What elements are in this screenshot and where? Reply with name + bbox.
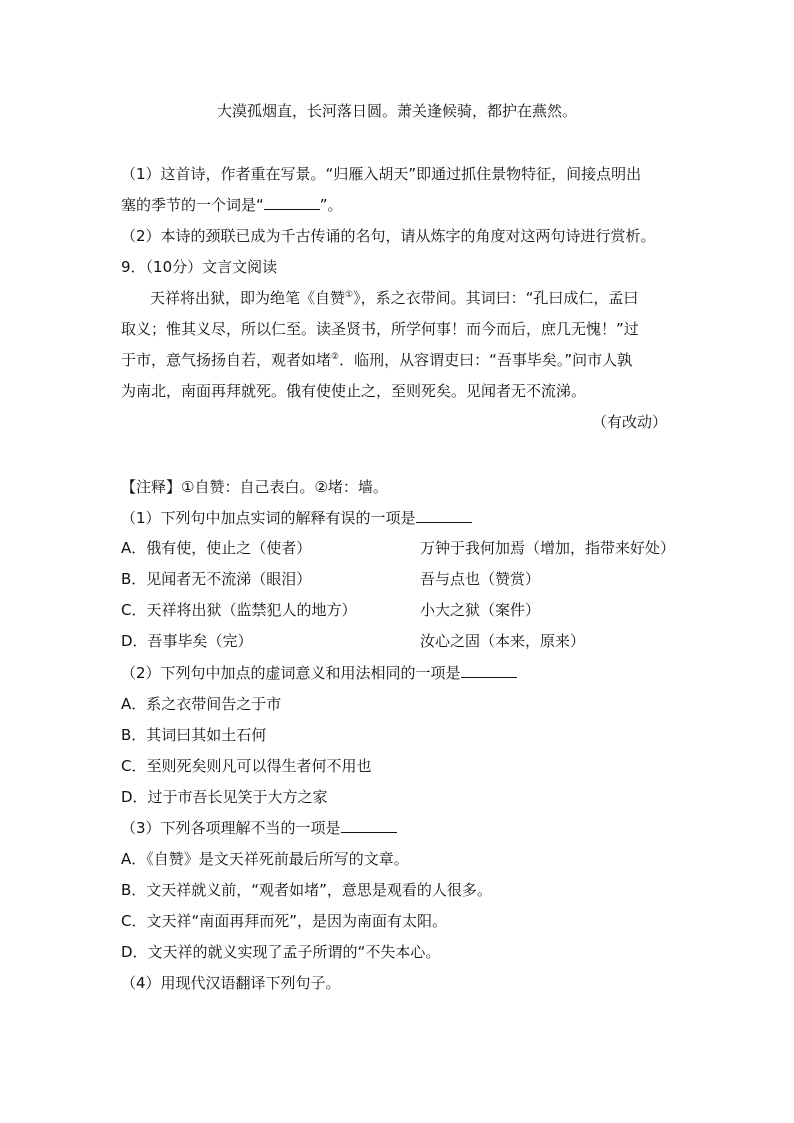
- sub3-stem-text: （3）下列各项理解不当的一项是: [121, 819, 341, 837]
- passage-line-1: [150, 288, 638, 308]
- sub2-option-b: B．其词曰其如土石何: [121, 726, 267, 744]
- notes: 【注释】①自赞：自己表白。②堵：墙。: [121, 478, 388, 496]
- q8-sub2: （2）本诗的颈联已成为千古传诵的名句，请从炼字的角度对这两句诗进行赏析。: [121, 227, 656, 245]
- passage-line-3: [121, 350, 632, 370]
- sub2-stem: [121, 663, 517, 683]
- sub1-stem: [121, 508, 472, 528]
- sub2-option-c: C．至则死矣则凡可以得生者何不用也: [121, 757, 372, 775]
- passage-line-1a: 天祥将出狱，即为绝笔《自赞: [150, 289, 346, 307]
- q9-header: 9．（10分）文言文阅读: [121, 258, 278, 276]
- footnote-marker-1: ①: [345, 290, 354, 300]
- sub3-option-d: D．文天祥的就义实现了孟子所谓的“不失本心。: [121, 943, 441, 961]
- sub1-option-b-left: B．见闻者无不流涕（眼泪）: [121, 570, 312, 588]
- sub1-option-d-right: 汝心之固（本来，原来）: [420, 632, 586, 650]
- sub1-option-b-right: 吾与点也（赞赏）: [420, 570, 541, 588]
- sub2-option-d: D．过于市吾长见笑于大方之家: [121, 788, 328, 806]
- footnote-marker-2: ②: [331, 352, 340, 362]
- sub1-stem-text: （1）下列句中加点实词的解释有误的一项是: [121, 509, 416, 527]
- sub1-option-a-left: A．俄有使，使止之（使者）: [121, 539, 312, 557]
- q8-sub1-line1: （1）这首诗，作者重在写景。“归雁入胡天”即通过抓住景物特征，间接点明出: [121, 165, 642, 183]
- sub1-option-a-right: 万钟于我何加焉（增加，指带来好处）: [420, 539, 676, 557]
- q8-sub1-line2: [121, 195, 343, 215]
- passage-line-2: 取义；惟其义尽，所以仁至。读圣贤书，所学何事！而今而后，庶几无愧！”过: [121, 320, 639, 338]
- q8-sub1-line2-pre: 塞的季节的一个词是“: [121, 196, 264, 214]
- passage-line-3a: 于市，意气扬扬自若，观者如堵: [121, 351, 332, 369]
- answer-blank: [264, 195, 320, 210]
- poem-line: 大漠孤烟直，长河落日圆。萧关逢候骑，都护在燕然。: [216, 102, 577, 120]
- q8-sub1-line2-post: ”。: [319, 196, 343, 214]
- sub3-option-b: B．文天祥就义前，“观者如堵”，意思是观看的人很多。: [121, 881, 492, 899]
- sub1-option-c-right: 小大之狱（案件）: [420, 601, 541, 619]
- answer-blank: [416, 508, 472, 523]
- answer-blank: [341, 818, 397, 833]
- sub3-option-c: C．文天祥“南面再拜而死”，是因为南面有太阳。: [121, 912, 448, 930]
- answer-blank: [461, 663, 517, 678]
- passage-line-1b: 》，系之衣带间。其词曰：“孔曰成仁，孟曰: [353, 289, 639, 307]
- sub4-stem: （4）用现代汉语翻译下列句子。: [121, 974, 341, 992]
- passage-line-3b: ．临刑，从容谓吏曰：“吾事毕矣。”问市人孰: [339, 351, 633, 369]
- sub1-option-d-left: D．吾事毕矣（完）: [121, 632, 253, 650]
- sub1-option-c-left: C．天祥将出狱（监禁犯人的地方）: [121, 601, 357, 619]
- sub3-stem: [121, 818, 397, 838]
- sub3-option-a: A．《自赞》是文天祥死前最后所写的文章。: [121, 850, 409, 868]
- sub2-option-a: A．系之衣带间告之于市: [121, 695, 282, 713]
- passage-source: （有改动）: [591, 413, 667, 431]
- passage-line-4: 为南北，南面再拜就死。俄有使使止之，至则死矣。见闻者无不流涕。: [121, 382, 587, 400]
- sub2-stem-text: （2）下列句中加点的虚词意义和用法相同的一项是: [121, 664, 461, 682]
